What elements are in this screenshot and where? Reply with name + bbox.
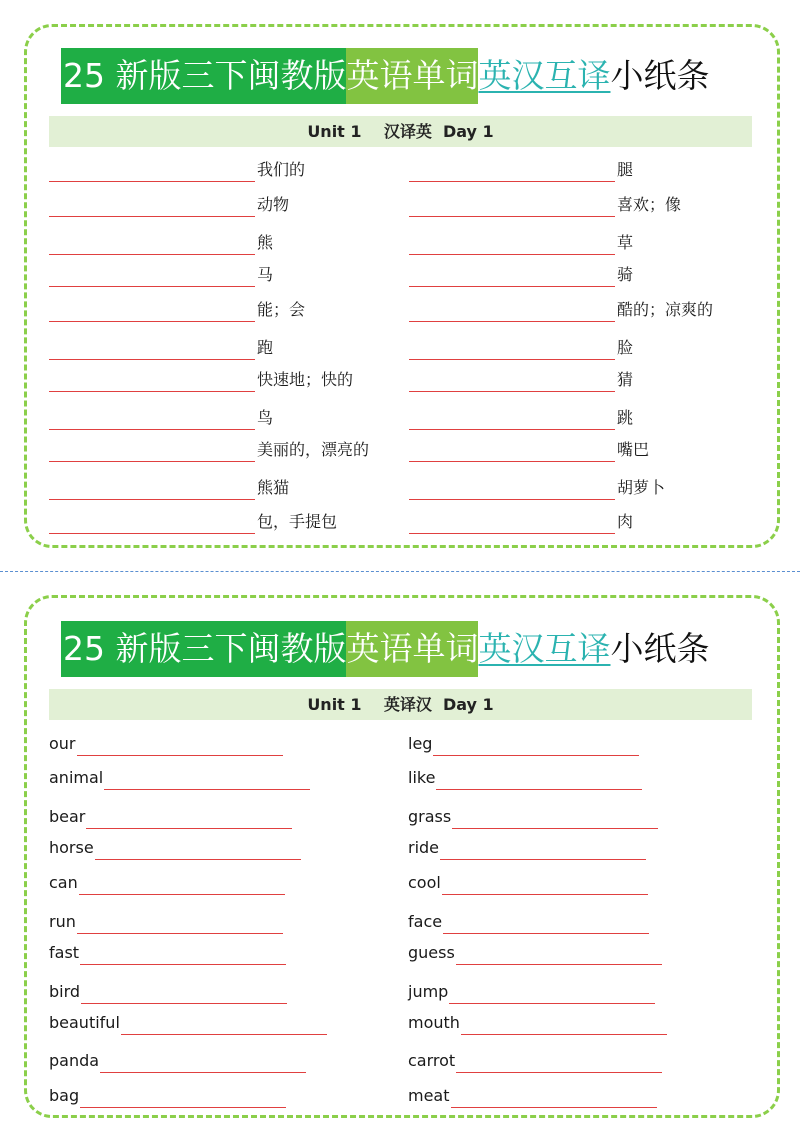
answer-line[interactable] (443, 933, 649, 934)
answer-line[interactable] (49, 181, 255, 182)
title-part-3: 英汉互译 (478, 56, 611, 95)
answer-line[interactable] (77, 933, 283, 934)
answer-line[interactable] (409, 499, 615, 500)
top-title (61, 48, 709, 104)
answer-line[interactable] (79, 894, 285, 895)
title-part-2: 英语单词 (346, 621, 478, 677)
title-part-4: 小纸条 (610, 56, 710, 95)
chinese-prompt: 跳 (617, 408, 634, 427)
english-prompt: fast (49, 943, 80, 962)
english-prompt: guess (408, 943, 455, 962)
english-prompt: mouth (408, 1013, 460, 1032)
answer-line[interactable] (121, 1034, 327, 1035)
answer-line[interactable] (104, 789, 310, 790)
chinese-prompt: 美丽的，漂亮的 (257, 440, 370, 459)
chinese-prompt: 包，手提包 (257, 512, 338, 531)
title-part-2: 英语单词 (346, 48, 478, 104)
answer-line[interactable] (49, 429, 255, 430)
answer-line[interactable] (409, 391, 615, 392)
answer-line[interactable] (409, 359, 615, 360)
answer-line[interactable] (409, 254, 615, 255)
answer-line[interactable] (49, 321, 255, 322)
chinese-prompt: 马 (257, 265, 274, 284)
english-prompt: meat (408, 1086, 450, 1105)
title-part-3: 英汉互译 (478, 629, 611, 668)
chinese-prompt: 喜欢；像 (617, 195, 682, 214)
english-prompt: grass (408, 807, 452, 826)
top-subhead: Unit 1 汉译英 Day 1 (49, 116, 752, 147)
answer-line[interactable] (49, 216, 255, 217)
chinese-prompt: 我们的 (257, 160, 306, 179)
answer-line[interactable] (49, 391, 255, 392)
answer-line[interactable] (77, 755, 283, 756)
chinese-prompt: 腿 (617, 160, 634, 179)
answer-line[interactable] (49, 499, 255, 500)
answer-line[interactable] (49, 359, 255, 360)
answer-line[interactable] (86, 828, 292, 829)
chinese-prompt: 熊猫 (257, 478, 290, 497)
english-prompt: beautiful (49, 1013, 120, 1032)
chinese-prompt: 酷的；凉爽的 (617, 300, 714, 319)
answer-line[interactable] (409, 429, 615, 430)
chinese-prompt: 肉 (617, 512, 634, 531)
answer-line[interactable] (456, 1072, 662, 1073)
answer-line[interactable] (80, 964, 286, 965)
english-prompt: bear (49, 807, 86, 826)
answer-line[interactable] (436, 789, 642, 790)
title-part-1: 25 新版三下闽教版 (61, 621, 346, 677)
english-prompt: face (408, 912, 443, 931)
chinese-prompt: 骑 (617, 265, 634, 284)
chinese-prompt: 胡萝卜 (617, 478, 666, 497)
cut-line (0, 571, 800, 572)
answer-line[interactable] (433, 755, 639, 756)
answer-line[interactable] (95, 859, 301, 860)
english-prompt: can (49, 873, 78, 892)
chinese-prompt: 跑 (257, 338, 274, 357)
english-prompt: cool (408, 873, 441, 892)
english-prompt: panda (49, 1051, 100, 1070)
title-part-4: 小纸条 (610, 629, 710, 668)
answer-line[interactable] (409, 216, 615, 217)
answer-line[interactable] (49, 254, 255, 255)
english-prompt: our (49, 734, 76, 753)
english-prompt: run (49, 912, 76, 931)
answer-line[interactable] (100, 1072, 306, 1073)
answer-line[interactable] (409, 321, 615, 322)
chinese-prompt: 能；会 (257, 300, 306, 319)
english-prompt: ride (408, 838, 440, 857)
title-part-1: 25 新版三下闽教版 (61, 48, 346, 104)
answer-line[interactable] (409, 533, 615, 534)
answer-line[interactable] (440, 859, 646, 860)
bottom-title (61, 621, 709, 677)
answer-line[interactable] (49, 461, 255, 462)
answer-line[interactable] (461, 1034, 667, 1035)
english-prompt: bag (49, 1086, 80, 1105)
english-prompt: leg (408, 734, 433, 753)
english-prompt: bird (49, 982, 81, 1001)
answer-line[interactable] (452, 828, 658, 829)
english-prompt: jump (408, 982, 449, 1001)
chinese-prompt: 快速地；快的 (257, 370, 354, 389)
bottom-subhead: Unit 1 英译汉 Day 1 (49, 689, 752, 720)
chinese-prompt: 脸 (617, 338, 634, 357)
english-prompt: animal (49, 768, 104, 787)
answer-line[interactable] (81, 1003, 287, 1004)
answer-line[interactable] (409, 181, 615, 182)
answer-line[interactable] (449, 1003, 655, 1004)
answer-line[interactable] (409, 286, 615, 287)
chinese-prompt: 猜 (617, 370, 634, 389)
answer-line[interactable] (409, 461, 615, 462)
answer-line[interactable] (49, 286, 255, 287)
english-prompt: horse (49, 838, 94, 857)
chinese-prompt: 熊 (257, 233, 274, 252)
answer-line[interactable] (442, 894, 648, 895)
chinese-prompt: 动物 (257, 195, 290, 214)
chinese-prompt: 嘴巴 (617, 440, 650, 459)
english-prompt: carrot (408, 1051, 456, 1070)
answer-line[interactable] (451, 1107, 657, 1108)
answer-line[interactable] (456, 964, 662, 965)
answer-line[interactable] (49, 533, 255, 534)
chinese-prompt: 草 (617, 233, 634, 252)
answer-line[interactable] (80, 1107, 286, 1108)
english-prompt: like (408, 768, 436, 787)
chinese-prompt: 鸟 (257, 408, 274, 427)
